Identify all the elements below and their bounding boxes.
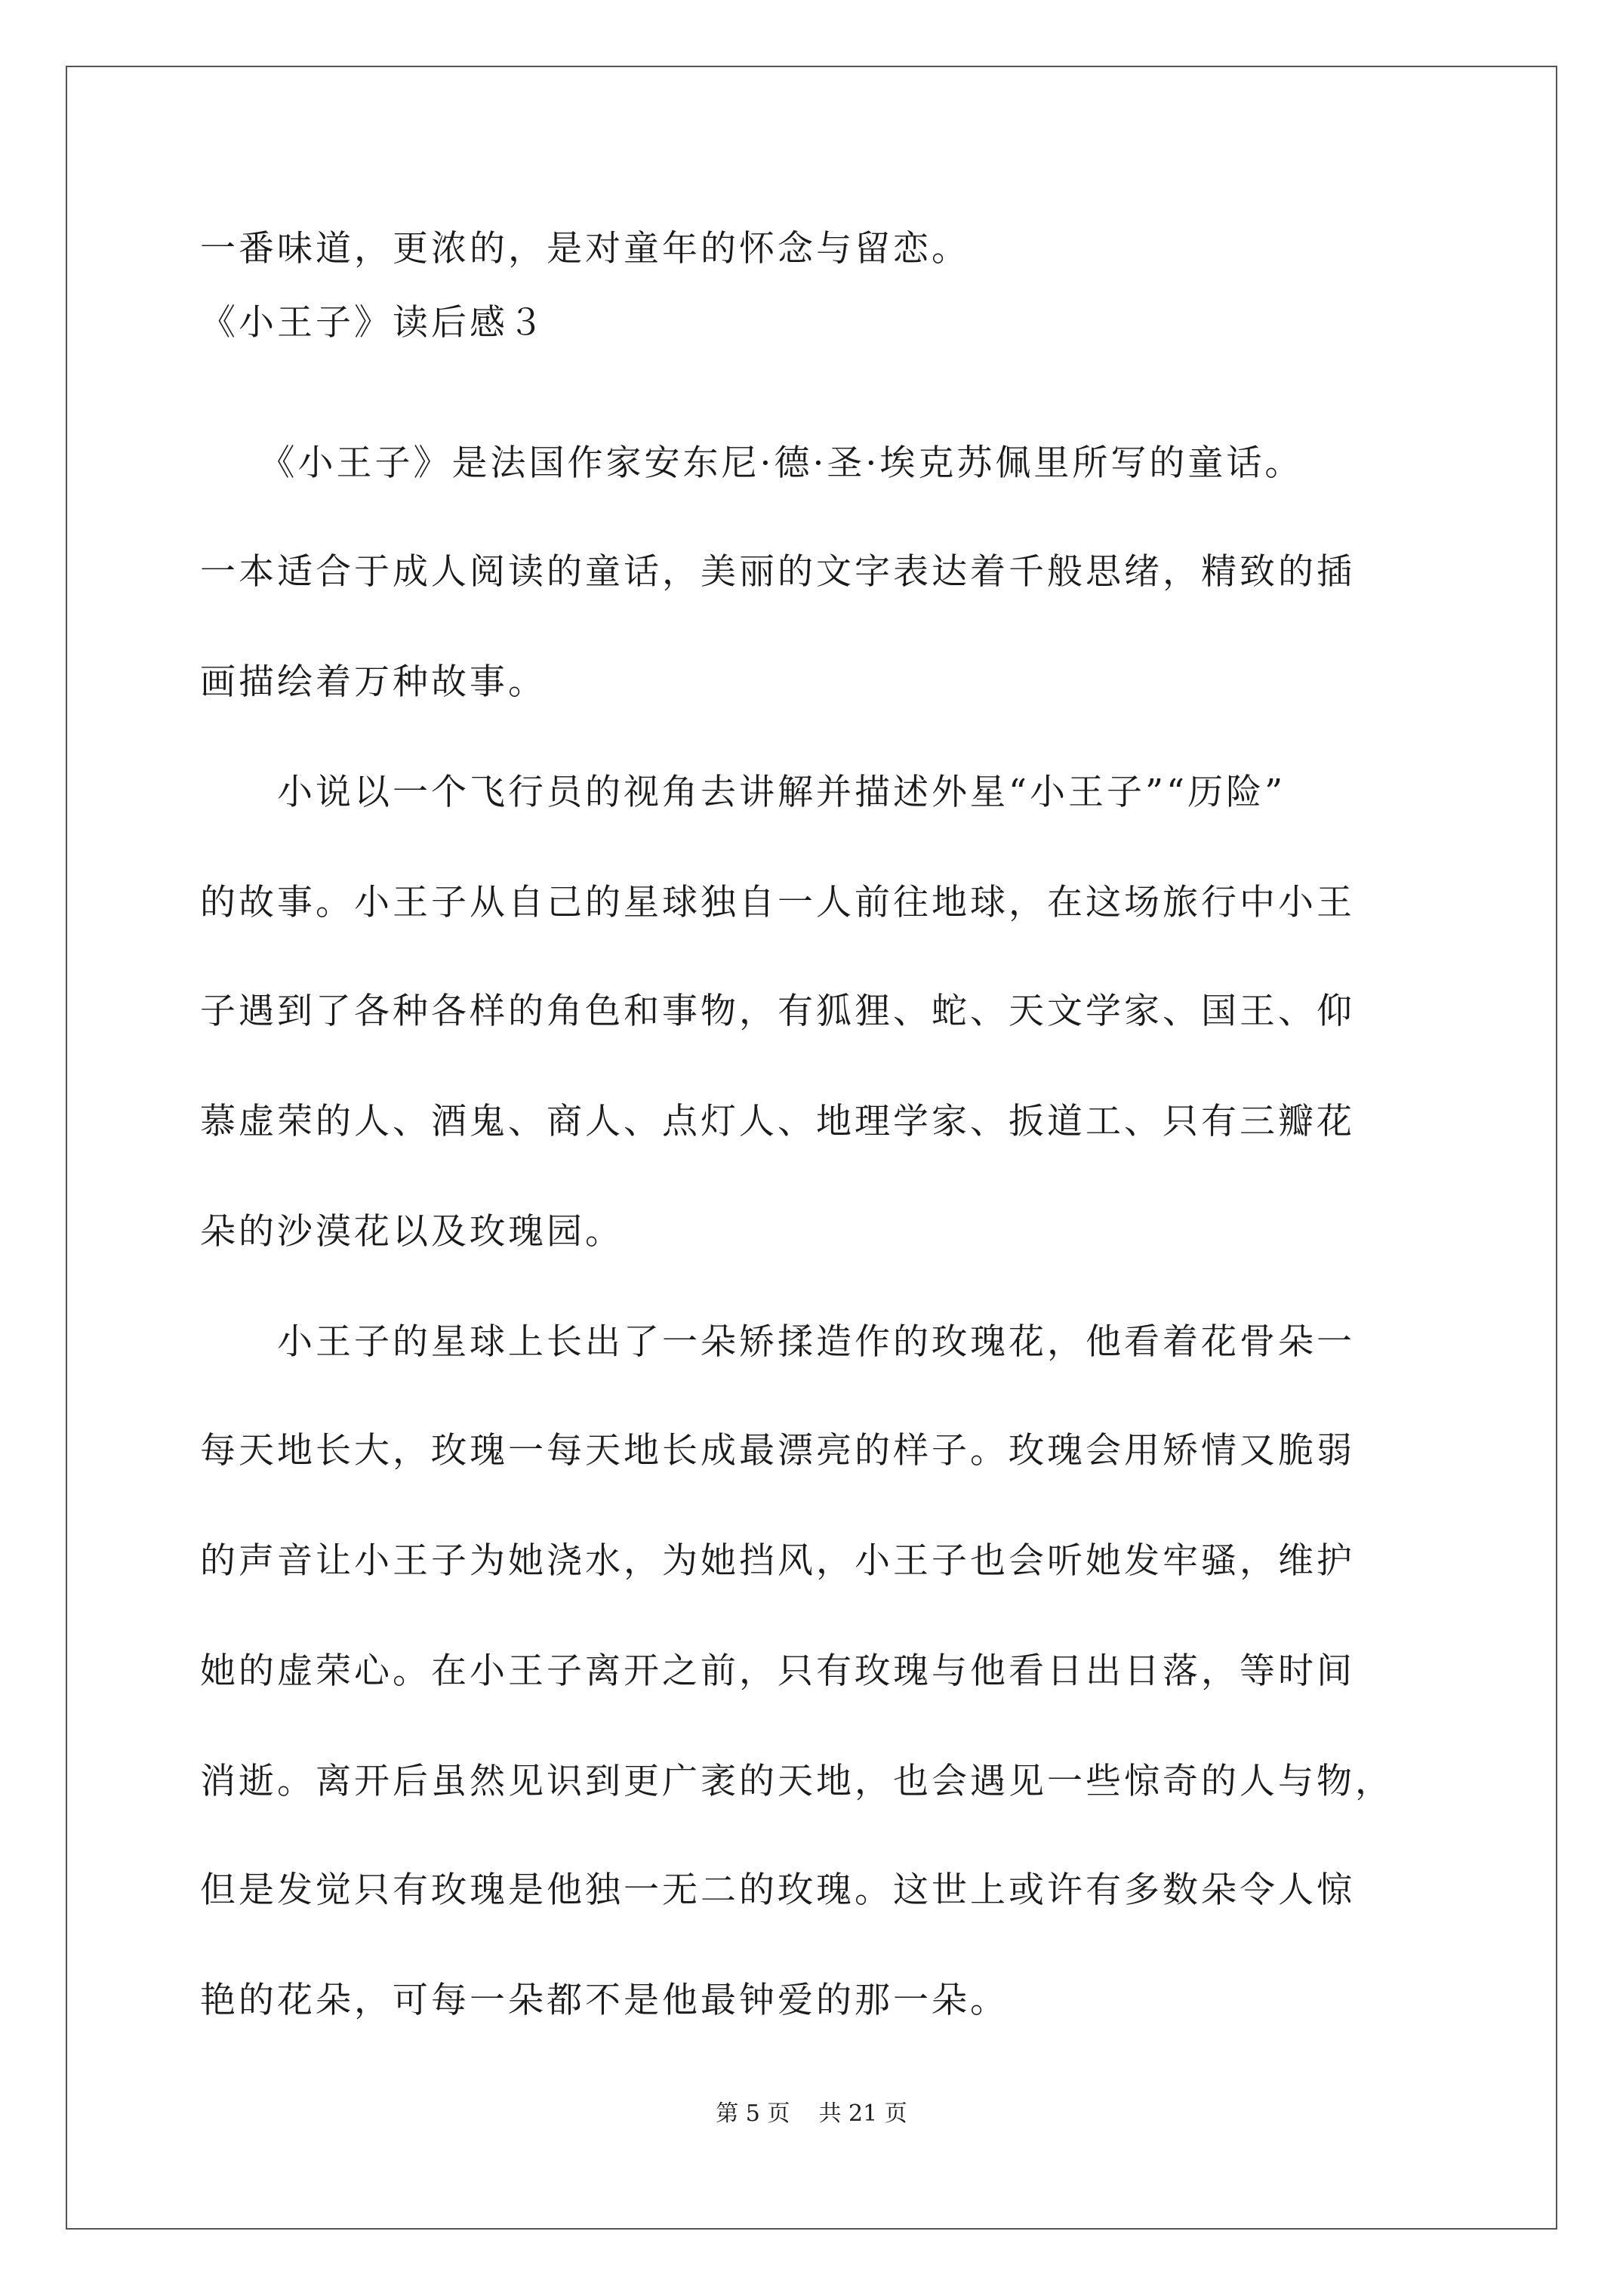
text-line: 艳的花朵，可每一朵都不是他最钟爱的那一朵。 bbox=[200, 1980, 1009, 2021]
text-line: 但是发觉只有玫瑰是他独一无二的玫瑰。这世上或许有多数朵令人惊 bbox=[200, 1869, 1355, 1911]
text-line: 子遇到了各种各样的角色和事物，有狐狸、蛇、天文学家、国王、仰 bbox=[200, 991, 1355, 1032]
page-number-footer: 第 5 页 共 21 页 bbox=[716, 2100, 907, 2127]
text-line: 她的虚荣心。在小王子离开之前，只有玫瑰与他看日出日落，等时间 bbox=[200, 1650, 1355, 1692]
text-line: 消逝。离开后虽然见识到更广袤的天地，也会遇见一些惊奇的人与物， bbox=[200, 1761, 1394, 1802]
text-line: 一番味道，更浓的，是对童年的怀念与留恋。 bbox=[200, 228, 970, 270]
text-line: 朵的沙漠花以及玫瑰园。 bbox=[200, 1211, 624, 1253]
text-line: 画描绘着万种故事。 bbox=[200, 661, 547, 703]
text-line: 慕虚荣的人、酒鬼、商人、点灯人、地理学家、扳道工、只有三瓣花 bbox=[200, 1101, 1355, 1142]
text-line: 小说以一个飞行员的视角去讲解并描述外星“小王子”“历险” bbox=[200, 772, 1286, 813]
text-line: 每天地长大，玫瑰一每天地长成最漂亮的样子。玫瑰会用矫情又脆弱 bbox=[200, 1430, 1355, 1472]
section-heading: 《小王子》读后感３ bbox=[200, 302, 547, 344]
text-line: 《小王子》是法国作家安东尼·德·圣·埃克苏佩里所写的童话。 bbox=[200, 442, 1304, 484]
text-line: 一本适合于成人阅读的童话，美丽的文字表达着千般思绪，精致的插 bbox=[200, 551, 1355, 593]
text-line: 的故事。小王子从自己的星球独自一人前往地球，在这场旅行中小王 bbox=[200, 882, 1355, 923]
text-line: 的声音让小王子为她浇水，为她挡风，小王子也会听她发牢骚，维护 bbox=[200, 1540, 1355, 1582]
text-line: 小王子的星球上长出了一朵矫揉造作的玫瑰花，他看着花骨朵一 bbox=[200, 1321, 1355, 1363]
